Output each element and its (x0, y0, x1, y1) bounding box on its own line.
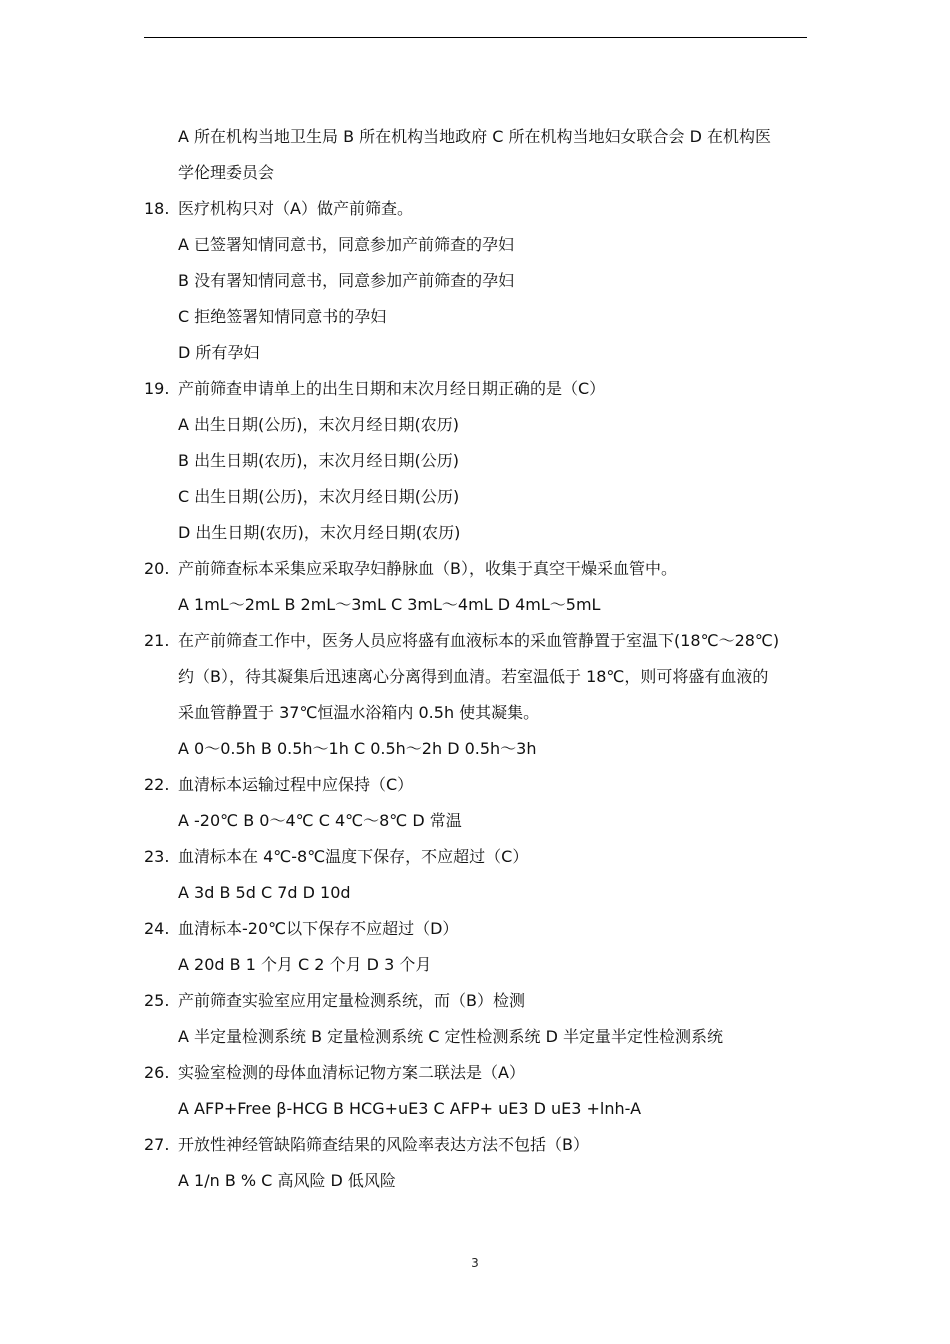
question-line (144, 623, 814, 659)
answer-option: B 出生日期(农历)，末次月经日期(公历) (178, 451, 460, 470)
page-number: 3 (471, 1256, 479, 1270)
header-rule (144, 37, 807, 38)
question-item (144, 911, 814, 983)
question-line (144, 983, 814, 1019)
question-line (144, 839, 814, 875)
question-line (144, 911, 814, 947)
answer-option: A 半定量检测系统 B 定量检测系统 C 定性检测系统 D 半定量半定性检测系统 (178, 1027, 724, 1046)
question-number: 19. (144, 379, 170, 398)
question-item (144, 983, 814, 1055)
question-number: 24. (144, 919, 170, 938)
question-item (144, 839, 814, 911)
question-number: 21. (144, 631, 170, 650)
question-text: 血清标本-20℃以下保存不应超过（D） (178, 919, 459, 938)
continued-option-line: A 所在机构当地卫生局 B 所在机构当地政府 C 所在机构当地妇女联合会 D 在机构医 (178, 127, 772, 146)
answer-option: D 出生日期(农历)，末次月经日期(农历) (178, 523, 461, 542)
answer-option: D 所有孕妇 (178, 343, 260, 362)
question-text: 实验室检测的母体血清标记物方案二联法是（A） (178, 1063, 525, 1082)
answer-option: C 拒绝签署知情同意书的孕妇 (178, 307, 387, 326)
question-text: 血清标本在 4℃-8℃温度下保存，不应超过（C） (178, 847, 529, 866)
answer-option: A -20℃ B 0～4℃ C 4℃～8℃ D 常温 (178, 811, 462, 830)
question-item (144, 371, 814, 551)
question-item (144, 1055, 814, 1127)
question-item (144, 551, 814, 623)
question-line (144, 767, 814, 803)
question-line (144, 551, 814, 587)
answer-option: A 1/n B % C 高风险 D 低风险 (178, 1171, 396, 1190)
question-text: 产前筛查申请单上的出生日期和末次月经日期正确的是（C） (178, 379, 606, 398)
question-text: 产前筛查实验室应用定量检测系统，而（B）检测 (178, 991, 525, 1010)
question-number: 26. (144, 1063, 170, 1082)
question-line (144, 191, 814, 227)
question-line (144, 371, 814, 407)
question-line (144, 1055, 814, 1091)
question-text: 医疗机构只对（A）做产前筛查。 (178, 199, 413, 218)
question-number: 18. (144, 199, 170, 218)
question-text: 产前筛查标本采集应采取孕妇静脉血（B），收集于真空干燥采血管中。 (178, 559, 677, 578)
question-text: 开放性神经管缺陷筛查结果的风险率表达方法不包括（B） (178, 1135, 589, 1154)
answer-option: A 3d B 5d C 7d D 10d (178, 883, 351, 902)
question-line (144, 695, 814, 731)
answer-option: C 出生日期(公历)，末次月经日期(公历) (178, 487, 460, 506)
question-number: 20. (144, 559, 170, 578)
question-line (144, 1127, 814, 1163)
question-item (144, 191, 814, 371)
question-line (144, 659, 814, 695)
answer-option: A 出生日期(公历)，末次月经日期(农历) (178, 415, 460, 434)
question-number: 23. (144, 847, 170, 866)
answer-option: A AFP+Free β-HCG B HCG+uE3 C AFP+ uE3 D uE3 +lnh-A (178, 1099, 642, 1118)
question-text: 约（B），待其凝集后迅速离心分离得到血清。若室温低于 18℃，则可将盛有血液的 (178, 667, 769, 686)
question-number: 25. (144, 991, 170, 1010)
question-item (144, 623, 814, 767)
answer-option: A 已签署知情同意书，同意参加产前筛查的孕妇 (178, 235, 515, 254)
answer-option: B 没有署知情同意书，同意参加产前筛查的孕妇 (178, 271, 515, 290)
answer-option: A 0～0.5h B 0.5h～1h C 0.5h～2h D 0.5h～3h (178, 739, 537, 758)
question-text: 血清标本运输过程中应保持（C） (178, 775, 414, 794)
question-text: 采血管静置于 37℃恒温水浴箱内 0.5h 使其凝集。 (178, 703, 540, 722)
question-number: 27. (144, 1135, 170, 1154)
question-item (144, 767, 814, 839)
question-number: 22. (144, 775, 170, 794)
document-body (144, 119, 814, 1199)
question-list (144, 191, 814, 1199)
question-item (144, 1127, 814, 1199)
continued-option-line: 学伦理委员会 (178, 163, 275, 182)
answer-option: A 1mL～2mL B 2mL～3mL C 3mL～4mL D 4mL～5mL (178, 595, 601, 614)
answer-option: A 20d B 1 个月 C 2 个月 D 3 个月 (178, 955, 432, 974)
question-text: 在产前筛查工作中，医务人员应将盛有血液标本的采血管静置于室温下(18℃～28℃) (178, 631, 780, 650)
